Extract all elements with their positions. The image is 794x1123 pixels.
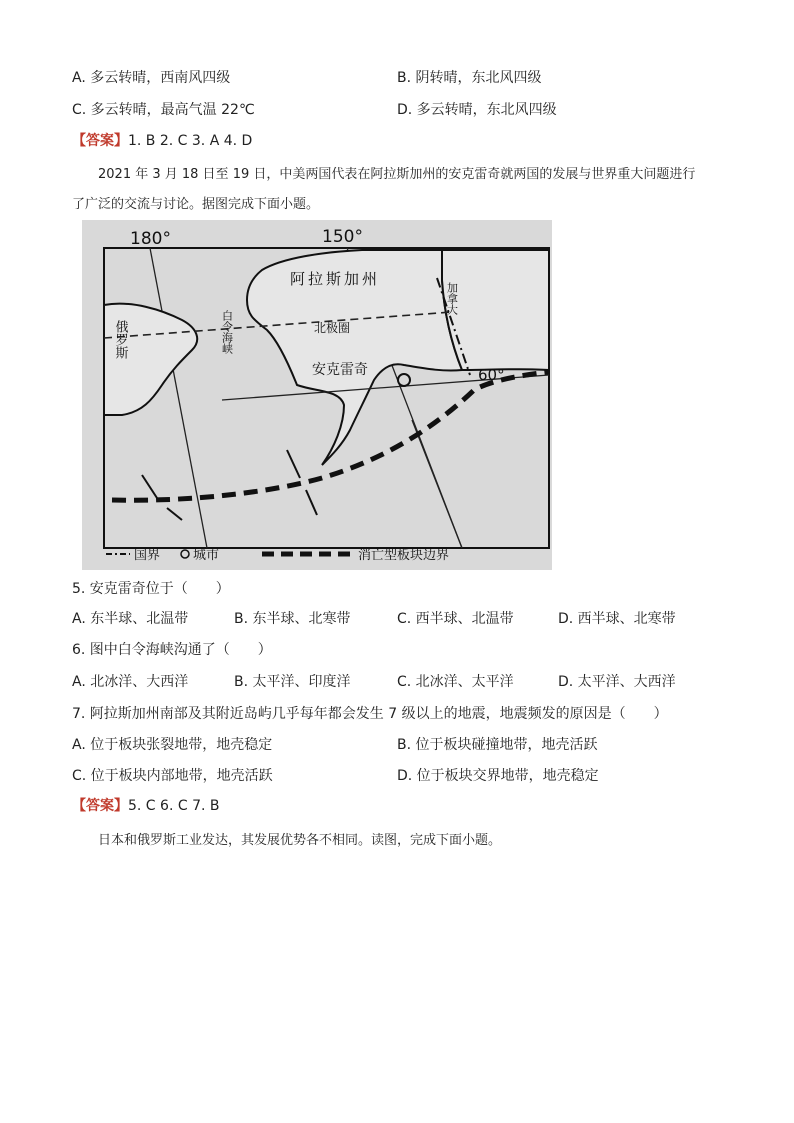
option-d: D. 多云转晴，东北风四级 xyxy=(397,102,557,118)
question-5-option-c: C. 西半球、北温带 xyxy=(397,611,514,627)
meridian-150-b xyxy=(412,420,462,548)
answer-values: 1. B 2. C 3. A 4. D xyxy=(128,133,253,149)
meridian-180 xyxy=(150,248,207,548)
intro-line-2: 了广泛的交流与讨论。据图完成下面小题。 xyxy=(72,197,320,212)
question-7-option-c: C. 位于板块内部地带，地壳活跃 xyxy=(72,768,273,784)
map-svg xyxy=(82,220,552,570)
label-lon-180: 180° xyxy=(130,229,171,249)
question-7-stem: 7. 阿拉斯加州南部及其附近岛屿几乎每年都会发生 7 级以上的地震，地震频发的原因是（ ） xyxy=(72,706,668,722)
question-5-stem: 5. 安克雷奇位于（ ） xyxy=(72,581,230,597)
alaska-map-figure xyxy=(82,220,552,570)
answer-values: 5. C 6. C 7. B xyxy=(128,798,220,814)
question-7-option-d: D. 位于板块交界地带，地壳稳定 xyxy=(397,768,599,784)
arrow-2 xyxy=(167,508,182,520)
answer-row-1 xyxy=(72,130,252,150)
question-6-option-b: B. 太平洋、印度洋 xyxy=(234,674,351,690)
question-5-option-a: A. 东半球、北温带 xyxy=(72,611,189,627)
question-7-option-b: B. 位于板块碰撞地带，地壳活跃 xyxy=(397,737,598,753)
label-bering: 白令海峡 xyxy=(220,310,234,354)
question-5-option-d: D. 西半球、北寒带 xyxy=(558,611,676,627)
label-alaska: 阿拉斯加州 xyxy=(290,270,381,288)
intro-line-1: 2021 年 3 月 18 日至 19 日，中美两国代表在阿拉斯加州的安克雷奇就两国的发展与世界重大问题进行 xyxy=(98,167,696,182)
option-a: A. 多云转晴，西南风四级 xyxy=(72,70,231,86)
label-arctic-circle: 北极圈 xyxy=(314,321,351,335)
option-c: C. 多云转晴，最高气温 22℃ xyxy=(72,102,255,118)
question-6-stem: 6. 图中白令海峡沟通了（ ） xyxy=(72,642,272,658)
label-russia: 俄罗斯 xyxy=(112,320,128,359)
label-anchorage: 安克雷奇 xyxy=(312,362,368,378)
question-5-option-b: B. 东半球、北寒带 xyxy=(234,611,351,627)
option-b: B. 阴转晴，东北风四级 xyxy=(397,70,542,86)
intro-2: 日本和俄罗斯工业发达，其发展优势各不相同。读图，完成下面小题。 xyxy=(98,833,502,848)
arrow-3 xyxy=(287,450,300,478)
question-7-option-a: A. 位于板块张裂地带，地壳稳定 xyxy=(72,737,273,753)
answer-row-2 xyxy=(72,795,219,815)
legend-city-symbol xyxy=(181,550,189,558)
question-6-option-d: D. 太平洋、大西洋 xyxy=(558,674,676,690)
label-lon-150: 150° xyxy=(322,227,363,247)
arrow-4 xyxy=(306,490,317,515)
legend-city-label: 城市 xyxy=(193,548,220,563)
answer-label: 【答案】 xyxy=(72,133,128,149)
answer-label: 【答案】 xyxy=(72,798,128,814)
legend-plate-label: 消亡型板块边界 xyxy=(358,548,450,563)
question-6-option-a: A. 北冰洋、大西洋 xyxy=(72,674,189,690)
label-canada: 加拿大 xyxy=(445,282,459,315)
city-anchorage-marker xyxy=(398,374,410,386)
legend-border-label: 国界 xyxy=(134,548,161,563)
arrow-1 xyxy=(142,475,157,498)
question-6-option-c: C. 北冰洋、太平洋 xyxy=(397,674,514,690)
label-lat-60: 60° xyxy=(478,366,505,384)
